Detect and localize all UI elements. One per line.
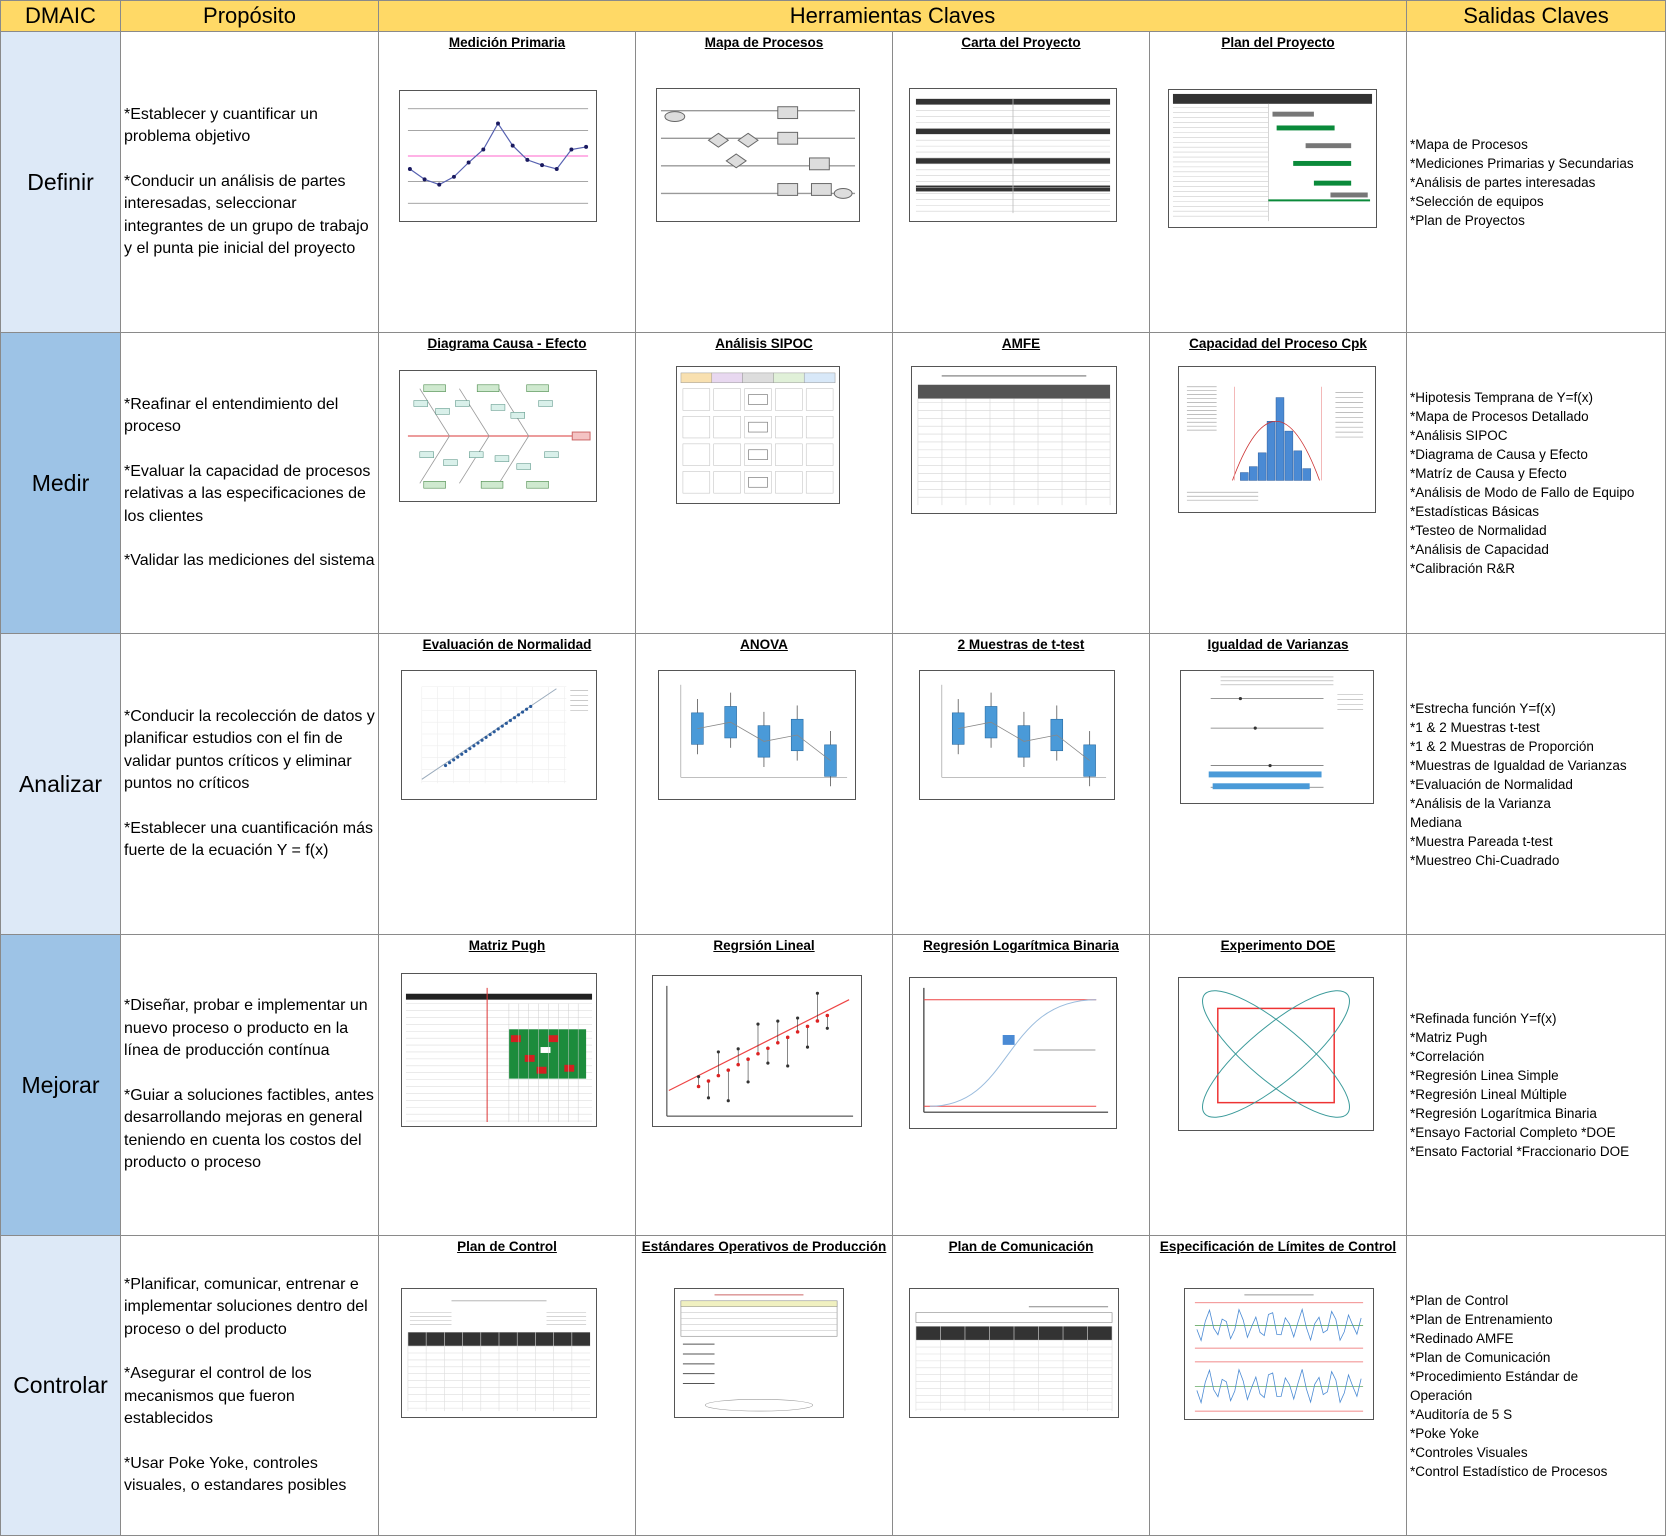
output-item: *Estadísticas Básicas xyxy=(1410,504,1540,519)
output-item: *Análisis de Modo de Fallo de Equipo xyxy=(1410,485,1635,500)
variance-interval-icon xyxy=(1180,670,1374,804)
tool-cell xyxy=(636,32,893,333)
phase-mejorar: Mejorar xyxy=(0,935,121,1236)
tool-cell xyxy=(1150,1236,1407,1536)
gantt-chart-icon xyxy=(1168,89,1377,228)
purpose-text: *Guiar a soluciones factibles, antes desarrollando mejoras en general teniendo en cuenta los costos del producto o proceso xyxy=(124,1086,374,1172)
tool-title: Regresión Logarítmica Binaria xyxy=(923,938,1119,953)
output-item: *Mediciones Primarias y Secundarias xyxy=(1410,155,1634,171)
tool-cell xyxy=(893,634,1150,935)
tool-title: ANOVA xyxy=(740,637,788,652)
process-map-icon xyxy=(656,88,860,222)
output-item: *Estrecha función Y=f(x) xyxy=(1410,700,1556,716)
output-item: *Ensayo Factorial Completo *DOE xyxy=(1410,1125,1616,1140)
fishbone-diagram-icon xyxy=(399,370,597,502)
tool-title: Medición Primaria xyxy=(448,35,566,50)
purpose-cell xyxy=(121,32,379,333)
output-item: *Diagrama de Causa y Efecto xyxy=(1410,447,1588,462)
tool-title: Carta del Proyecto xyxy=(961,35,1081,50)
tool-title: Mapa de Procesos xyxy=(704,35,824,50)
purpose-cell xyxy=(121,634,379,935)
logistic-curve-icon xyxy=(909,977,1117,1129)
phase-medir: Medir xyxy=(0,333,121,634)
sop-document-icon xyxy=(674,1288,844,1418)
purpose-text: *Evaluar la capacidad de procesos relativas a las especificaciones de los clientes xyxy=(124,462,371,525)
tool-title: Diagrama Causa - Efecto xyxy=(427,336,587,351)
output-item: Mediana xyxy=(1410,814,1462,830)
boxplot-icon xyxy=(919,670,1115,800)
phase-controlar: Controlar xyxy=(0,1236,121,1536)
line-chart-icon xyxy=(399,90,597,222)
tool-cell xyxy=(893,32,1150,333)
output-item: *Control Estadístico de Procesos xyxy=(1410,1463,1608,1479)
fmea-sheet-icon xyxy=(911,366,1117,514)
tool-cell xyxy=(893,333,1150,634)
purpose-text: *Conducir la recolección de datos y planificar estudios con el fin de validar puntos críticos y eliminar puntos no críticos xyxy=(124,707,375,792)
purpose-text: *Establecer y cuantificar un problema objetivo xyxy=(124,105,318,145)
sipoc-table-icon xyxy=(676,366,840,504)
control-plan-table-icon xyxy=(401,1288,597,1418)
control-chart-icon xyxy=(1184,1288,1374,1420)
tool-cell xyxy=(893,935,1150,1236)
tool-title: AMFE xyxy=(1001,336,1041,351)
output-item: Operación xyxy=(1410,1387,1473,1403)
purpose-text: *Asegurar el control de los mecanismos que fueron establecidos xyxy=(124,1365,312,1427)
purpose-text: *Reafinar el entendimiento del proceso xyxy=(124,395,339,435)
purpose-text: *Diseñar, probar e implementar un nuevo proceso o producto en la línea de producción contínua xyxy=(124,997,368,1060)
output-item: *Mapa de Procesos xyxy=(1410,136,1528,152)
tool-cell xyxy=(379,333,636,634)
tool-title: Estándares Operativos de Producción xyxy=(641,1239,887,1254)
output-item: *Testeo de Normalidad xyxy=(1410,523,1547,538)
tool-title: Matriz Pugh xyxy=(468,938,546,953)
outputs-cell xyxy=(1407,634,1666,935)
tool-cell xyxy=(636,634,893,935)
header-dmaic: DMAIC xyxy=(0,0,121,32)
output-item: *Análisis SIPOC xyxy=(1410,428,1508,443)
tool-cell xyxy=(1150,935,1407,1236)
output-item: *Hipotesis Temprana de Y=f(x) xyxy=(1410,390,1593,405)
output-item: *Regresión Logarítmica Binaria xyxy=(1410,1106,1597,1121)
output-item: *Plan de Entrenamiento xyxy=(1410,1311,1553,1327)
output-item: *Plan de Proyectos xyxy=(1410,212,1525,228)
output-item: *Matriz Pugh xyxy=(1410,1030,1488,1045)
outputs-cell xyxy=(1407,935,1666,1236)
output-item: *Auditoría de 5 S xyxy=(1410,1406,1513,1422)
purpose-cell xyxy=(121,935,379,1236)
tool-title: Evaluación de Normalidad xyxy=(422,637,592,652)
output-item: *Plan de Control xyxy=(1410,1292,1509,1308)
tool-title: Capacidad del Proceso Cpk xyxy=(1189,336,1367,351)
output-item: *Ensato Factorial *Fraccionario DOE xyxy=(1410,1144,1630,1159)
purpose-cell xyxy=(121,333,379,634)
tool-cell xyxy=(1150,634,1407,935)
purpose-text: *Conducir un análisis de partes interesadas, seleccionar integrantes de un grupo de trabajo y el punta pie inicial del proyecto xyxy=(124,172,369,257)
output-item: *Regresión Linea Simple xyxy=(1410,1068,1559,1083)
tool-cell xyxy=(379,935,636,1236)
project-charter-icon xyxy=(909,88,1117,222)
output-item: *Matríz de Causa y Efecto xyxy=(1410,466,1567,481)
output-item: *Procedimiento Estándar de xyxy=(1410,1368,1579,1384)
phase-analizar: Analizar xyxy=(0,634,121,935)
output-item: *Poke Yoke xyxy=(1410,1425,1480,1441)
tool-title: Plan del Proyecto xyxy=(1221,35,1335,50)
output-item: *Muestreo Chi-Cuadrado xyxy=(1410,852,1560,868)
tool-cell xyxy=(1150,32,1407,333)
header-herramientas: Herramientas Claves xyxy=(379,0,1407,32)
output-item: *Selección de equipos xyxy=(1410,193,1544,209)
doe-square-icon xyxy=(1178,977,1374,1131)
tool-title: Plan de Control xyxy=(457,1239,557,1254)
tool-title: Experimento DOE xyxy=(1220,938,1336,953)
tool-cell xyxy=(379,1236,636,1536)
output-item: *Muestras de Igualdad de Varianzas xyxy=(1410,757,1627,773)
outputs-cell xyxy=(1407,333,1666,634)
tool-cell xyxy=(636,333,893,634)
output-item: *Análisis de Capacidad xyxy=(1410,542,1549,557)
pugh-matrix-icon xyxy=(401,973,597,1127)
output-item: *Mapa de Procesos Detallado xyxy=(1410,409,1589,424)
output-item: *Análisis de partes interesadas xyxy=(1410,174,1596,190)
purpose-text: *Establecer una cuantificación más fuerte de la ecuación Y = f(x) xyxy=(124,819,374,859)
output-item: *Controles Visuales xyxy=(1410,1444,1528,1460)
output-item: *Calibración R&R xyxy=(1410,561,1516,576)
header-salidas: Salidas Claves xyxy=(1407,0,1666,32)
purpose-text: *Planificar, comunicar, entrenar e implementar soluciones dentro del proceso o del producto xyxy=(124,1275,368,1338)
output-item: *1 & 2 Muestras de Proporción xyxy=(1410,738,1594,754)
outputs-cell xyxy=(1407,1236,1666,1536)
tool-title: Regrsión Lineal xyxy=(713,938,815,953)
tool-cell xyxy=(893,1236,1150,1536)
header-proposito: Propósito xyxy=(121,0,379,32)
purpose-text: *Validar las mediciones del sistema xyxy=(124,552,375,569)
regression-line-icon xyxy=(652,975,862,1127)
output-item: *Redinado AMFE xyxy=(1410,1330,1514,1346)
tool-title: Análisis SIPOC xyxy=(715,336,813,351)
output-item: *Evaluación de Normalidad xyxy=(1410,776,1573,792)
phase-definir: Definir xyxy=(0,32,121,333)
purpose-text: *Usar Poke Yoke, controles visuales, o estandares posibles xyxy=(124,1454,347,1494)
tool-cell xyxy=(379,634,636,935)
output-item: *Regresión Lineal Múltiple xyxy=(1410,1087,1567,1102)
tool-title: Especificación de Límites de Control xyxy=(1159,1239,1397,1254)
tool-title: Igualdad de Varianzas xyxy=(1207,637,1349,652)
output-item: *Correlación xyxy=(1410,1049,1485,1064)
outputs-cell xyxy=(1407,32,1666,333)
output-item: *Análisis de la Varianza xyxy=(1410,795,1551,811)
tool-title: 2 Muestras de t-test xyxy=(957,637,1085,652)
output-item: *Muestra Pareada t-test xyxy=(1410,833,1553,849)
output-item: *1 & 2 Muestras t-test xyxy=(1410,719,1540,735)
output-item: *Refinada función Y=f(x) xyxy=(1410,1011,1557,1026)
normal-probability-plot-icon xyxy=(401,670,597,800)
output-item: *Plan de Comunicación xyxy=(1410,1349,1551,1365)
histogram-icon xyxy=(1178,366,1376,513)
communication-plan-icon xyxy=(909,1288,1119,1418)
tool-cell xyxy=(1150,333,1407,634)
tool-title: Plan de Comunicación xyxy=(948,1239,1094,1254)
tool-cell xyxy=(636,1236,893,1536)
tool-cell xyxy=(379,32,636,333)
boxplot-icon xyxy=(658,670,856,800)
tool-cell xyxy=(636,935,893,1236)
purpose-cell xyxy=(121,1236,379,1536)
